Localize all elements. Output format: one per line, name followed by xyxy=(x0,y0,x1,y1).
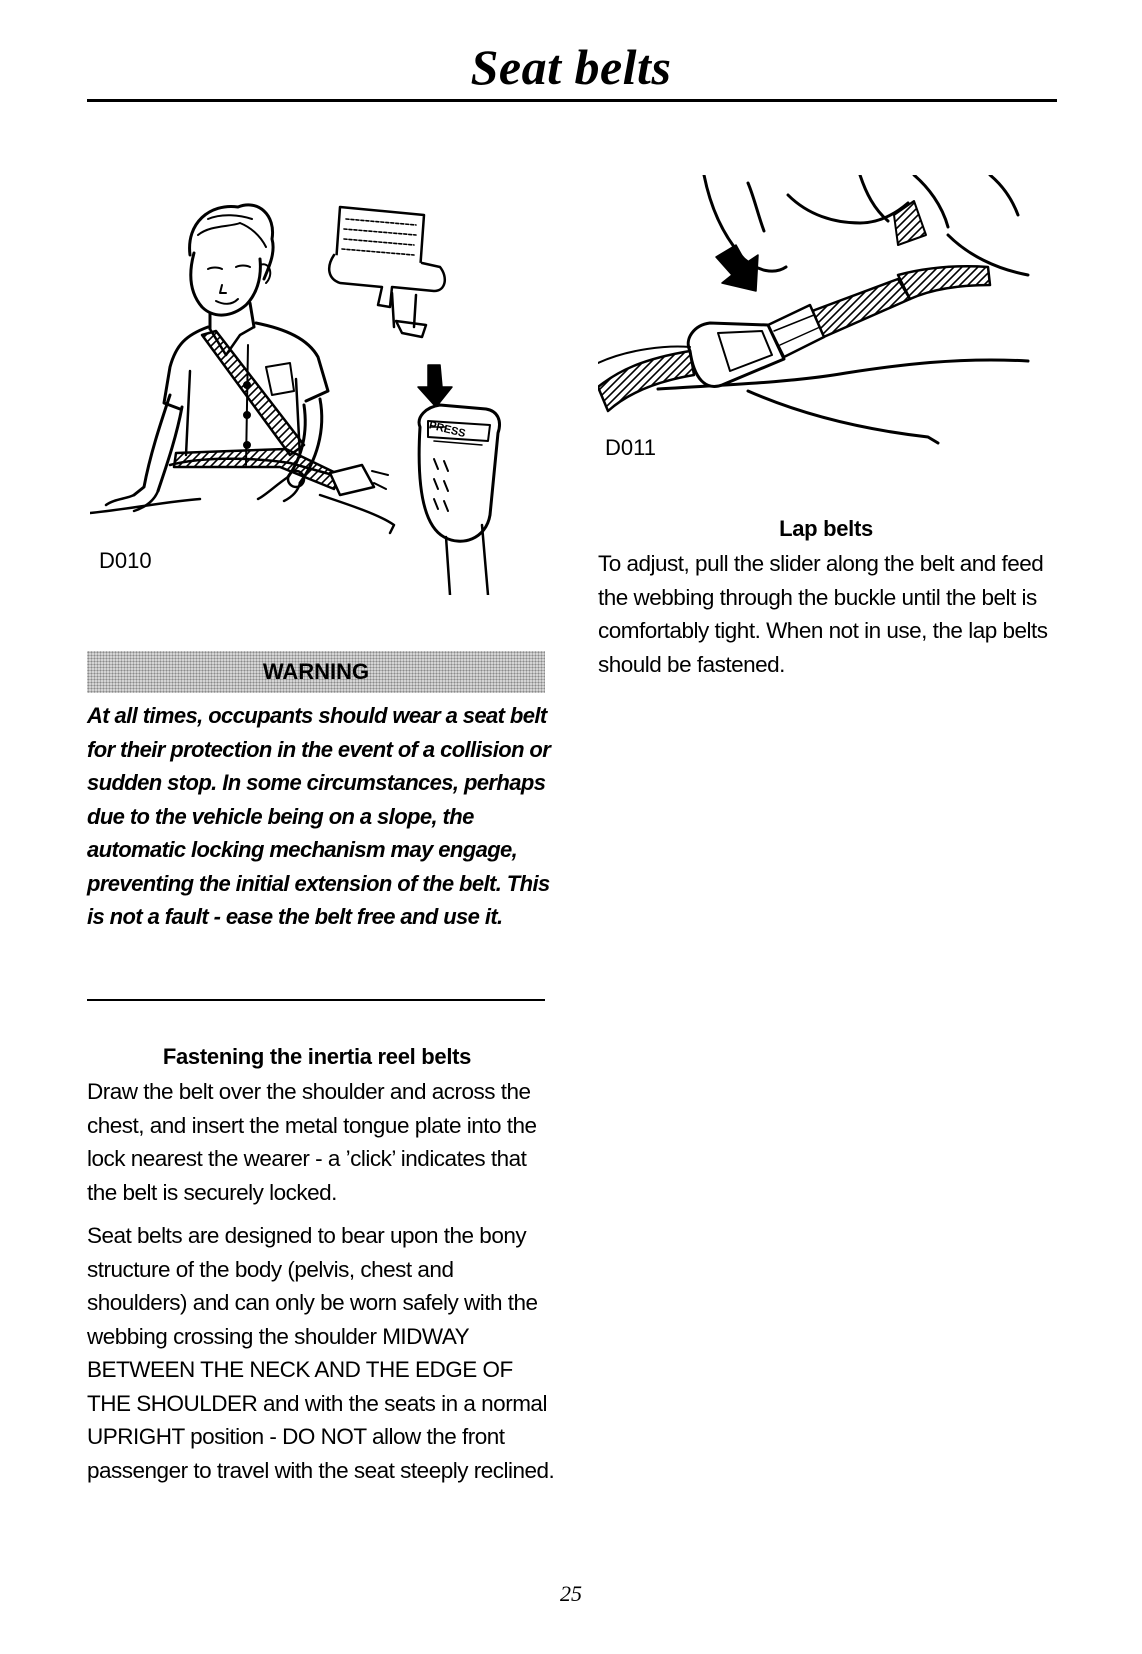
page-title: Seat belts xyxy=(470,39,672,95)
inertia-paragraph-2: Seat belts are designed to bear upon the bony structure of the body (pelvis, chest and shoulders) and can only be worn safely with the webbing crossing the shoulder MIDWAY BETWEEN THE NECK AND THE EDGE OF THE SHOULDER and with the seats in a normal UPRIGHT position - DO NOT allow the front passenger to travel with the seat steeply reclined. xyxy=(87,1223,555,1483)
figure-d010 xyxy=(90,195,560,595)
figure-code-d010: D010 xyxy=(99,548,152,573)
warning-bar xyxy=(87,651,545,693)
warning-label: WARNING xyxy=(262,659,370,684)
figure-d011 xyxy=(598,175,1058,455)
inertia-paragraph-1: Draw the belt over the shoulder and across the chest, and insert the metal tongue plate into the lock nearest the wearer - a ’click’ indicates that the belt is securely locked. xyxy=(87,1079,537,1205)
seatbelt-fastening-illustration xyxy=(90,195,560,595)
inertia-heading: Fastening the inertia reel belts xyxy=(162,1044,472,1069)
lap-heading: Lap belts xyxy=(779,516,873,541)
warning-text: At all times, occupants should wear a seat belt for their protection in the event of a collision or sudden stop. In some circumstances, perhaps due to the vehicle being on a slope, the automatic locking mechanism may engage, preventing the initial extension of the belt. This is not a fault - ease the belt free and use it. xyxy=(87,703,551,929)
title-rule xyxy=(87,99,1057,102)
lap-paragraph: To adjust, pull the slider along the belt and feed the webbing through the buckle until the belt is comfortably tight. When not in use, the lap belts should be fastened. xyxy=(598,551,1048,677)
figure-code-d011: D011 xyxy=(605,435,656,460)
warning-rule xyxy=(87,999,545,1001)
buckle-press-label: PRESS xyxy=(427,419,467,441)
page-number: 25 xyxy=(560,1581,582,1606)
lap-belt-illustration xyxy=(598,175,1058,455)
